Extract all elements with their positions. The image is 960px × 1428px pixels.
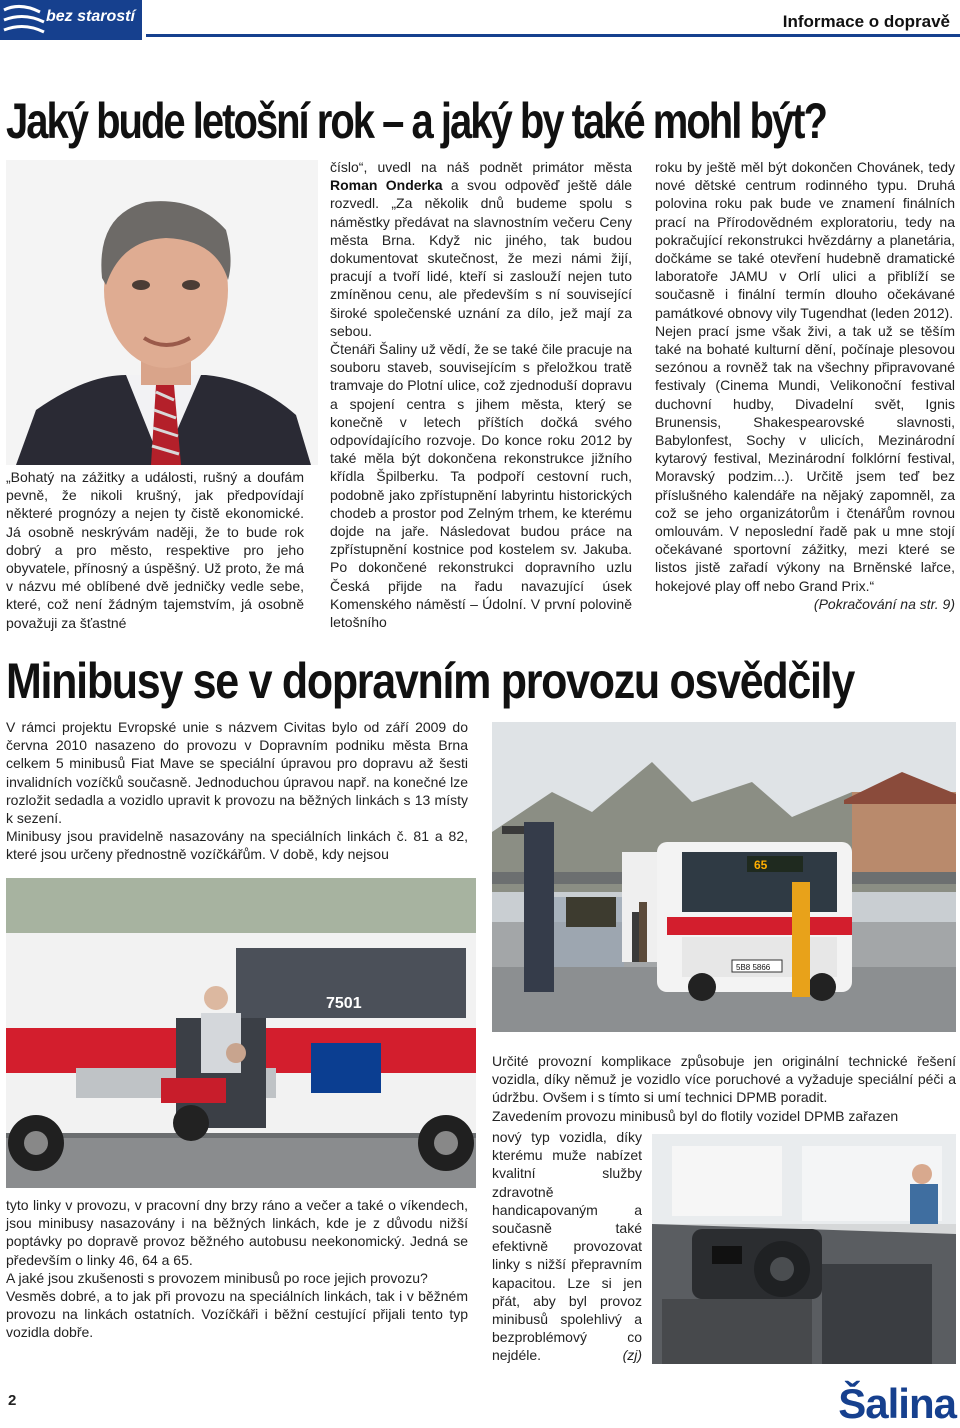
article2-right-paragraph-2: Zavedením provozu minibusů byl do flotily vozidel DPMB zařazen xyxy=(492,1107,899,1124)
bus-interior-photo xyxy=(652,1134,956,1364)
portrait-photo xyxy=(6,160,318,465)
col2-text-b: a svou odpověď ještě dále rozvedl. „Za několik dnů budeme spolu s náměstky předávat na slavnostním večeru Ceny města Brna. Když nic jiného, tak budou dokumentovat skutečnost, že mezi námi žijí, pracují a tvoří lidé, kteří si zaslouží nejen tuto zmíněnou cenu, ale především s ní související široké společenské uznání za dílo, jež mají za sebou. xyxy=(330,177,633,339)
bus-route-number: 65 xyxy=(754,858,768,872)
article1-col3-paragraph-2: Nejen prací jsme však živi, a tak už se těším také na bohaté kulturní dění, počínaje plesovou sezónou a rovněž tak na všechny připravované festivaly (Cinema Mundi, Velikonoční festival duchovní hudby, Divadelní svět, Ignis Brunensis, Shakespearovské slavnosti, Babylonfest, Sochy v ulicích, Mezinárodní kytarový festival, Mezinárodní folklórní festival, Moravský podzim...). Určitě jsem teď bez příslušného kalendáře na nějaký zapomněl, za což se jeho organizátorům i čtenářům rovnou omlouvám. V neposlední řadě pak u mne stojí očekávané sportovní zážitky, mezi které se listos jistě zařadí výkony na Brněnské lařce, hokejové play off nebo Grand Prix.“ xyxy=(655,322,955,594)
article2-bottom-paragraph-3: Vesměs dobré, a to jak při provozu na speciálních linkách, tak i v běžném provozu na linkách ostatních. Vozíčkáři i běžní cestující přijali tento typ vozidla dobře. xyxy=(6,1288,468,1341)
bez-starosti-logo xyxy=(0,0,142,40)
col2-text-a: číslo“, uvedl na náš podnět primátor města xyxy=(330,159,632,175)
article2-right-text xyxy=(492,1052,956,1125)
wheelchair-boarding-photo xyxy=(6,878,476,1188)
article2-right-paragraph-1: Určité provozní komplikace způsobuje jen originální technické řešení vozidla, díky němuž je vozidlo více poruchové a vyžaduje speciální péči a údržbu. Ovšem i s tímto si umí technici DPMB poradit. xyxy=(492,1053,956,1106)
article2-narrow-column xyxy=(492,1128,642,1365)
article1-col3-paragraph-1: roku by ještě měl být dokončen Chovánek, tedy nové dětské centrum rodinného typu. Druhá polovina roku pak bude ve znamení finálních prací na Přírodovědném exploratoriu, tedy na pokračující rekonstrukci hvězdárny a planetária, dočkáme se také otevření hudebně dramatické laboratoře JAMU v Orlí ulici a přiblíží se současně i finální termín dlouho očekávané památkové obnovy vily Tugendhat (leden 2012). xyxy=(655,159,955,321)
article2-title: Minibusy se v dopravním provozu osvědčily xyxy=(6,653,854,709)
logo-text: bez starostí xyxy=(46,8,135,25)
article1-col2-paragraph-1 xyxy=(330,158,632,340)
author-initials: (zj) xyxy=(622,1347,642,1364)
header-rule xyxy=(146,34,960,37)
article2-intro-paragraph-1: V rámci projektu Evropské unie s názvem Civitas bylo od září 2009 do června 2010 nasazeno do provozu v Dopravním podniku města Brna celkem 5 minibusů Fiat Mave se speciální úpravou pro dopravu až šesti invalidních vozíčků současně. Jednoduchou úpravou např. na konečné lze rozložit sedadla a vozidlo upravit k provozu na běžných linkách s 13 místy k sezení. xyxy=(6,719,468,827)
article2-intro xyxy=(6,718,468,864)
article1-column-2 xyxy=(330,158,632,631)
article1-col2-paragraph-2: Čtenáři Šaliny už vědí, že se také čile pracuje na souboru staveb, souvisejícím s přeložkou tratě tramvaje do Plotní ulice, což zjednoduší dopravu a spojení centra s jihem města, který se konečně v letech příštích dočká svého odpovídajícího rozvoje. Do konce roku 2012 by také měla být dokončena rekonstrukce jižního křídla Špilberku. Ta podpoří cestovní ruch, podobně jako zpřístupnění labyrintu historických chodeb a prostor pod Zelným trhem, ke kterému dojde na jaře. Následovat budou práce na zpřístupnění kostnice pod kostelem sv. Jakuba. Po dokončené rekonstrukci dopravního uzlu Česká přijde na řadu navazující úsek Komenského náměstí – Údolní. V první polovině letošního xyxy=(330,341,632,631)
narrow-text: nový typ vozidla, díky kterému muže nabízet kvalitní služby zdravotně handicapovaným a současně také efektivně provozovat linky s nižší přepravním kapacitou. Lze si jen přát, aby byl provoz minibusů spolehlivý a bezproblémový co nejdéle. xyxy=(492,1129,642,1364)
bus-plate: 5B8 5866 xyxy=(736,963,771,972)
article2-bottom-paragraph-2: A jaké jsou zkušenosti s provozem minibusů po roce jejich provozu? xyxy=(6,1269,428,1286)
bus-station-photo xyxy=(492,722,956,1032)
article1-column-1 xyxy=(6,468,304,632)
mayor-name: Roman Onderka xyxy=(330,177,443,194)
article-title: Jaký bude letošní rok – a jaký by také mohl být? xyxy=(6,93,826,149)
article1-col1-text: „Bohatý na zážitky a události, rušný a doufám pevně, že nikoli krušný, jak předpovídají některé prognózy a nejen ty čistě ekonomické. Já osobně neskrývám naději, že to bude rok dobrý a pro město, respektive pro jeho obyvatele, přínosný a úspěšný. Už proto, že má v názvu mé oblíbené dvě jedničky vedle sebe, které, což není žádným tajemstvím, já osobně považuji za šťastné xyxy=(6,469,304,631)
continued-note: (Pokračování na str. 9) xyxy=(813,595,955,612)
bus-fleet-number: 7501 xyxy=(326,995,362,1012)
article2-narrow-text xyxy=(492,1128,642,1365)
page-number: 2 xyxy=(8,1392,17,1409)
page-header xyxy=(0,0,960,40)
article2-bottom xyxy=(6,1196,468,1342)
article1-column-3 xyxy=(655,158,955,613)
section-title: Informace o dopravě xyxy=(782,12,950,31)
article2-bottom-paragraph-1: tyto linky v provozu, v pracovní dny brzy ráno a večer a také o víkendech, jsou minibusy nasazovány i na běžných linkách, kde je z důvodu nižší poptávky po dopravě provoz běžného autobusu neekonomický. Jedná se především o linky 46, 64 a 65. xyxy=(6,1197,468,1268)
salina-brand-logo: Šalina xyxy=(838,1380,956,1427)
article2-intro-paragraph-2: Minibusy jsou pravidelně nasazovány na speciálních linkách č. 81 a 82, které jsou určeny přednostně vozíčkářům. V době, kdy nejsou xyxy=(6,828,468,863)
